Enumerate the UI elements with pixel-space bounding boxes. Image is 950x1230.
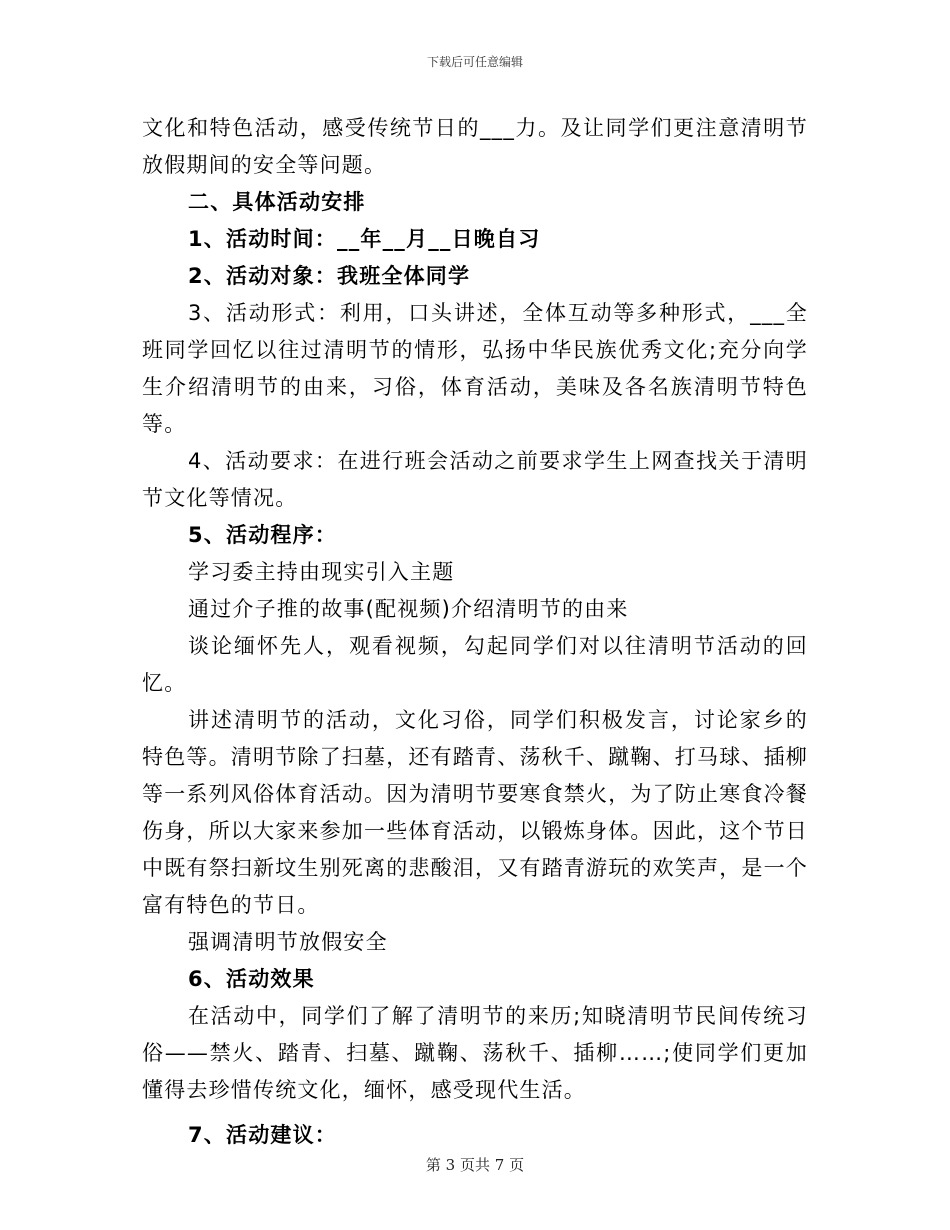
procedure-step: 通过介子推的故事(配视频)介绍清明节的由来 xyxy=(188,597,629,621)
effect-description: 在活动中，同学们了解了清明节的来历;知晓清明节民间传统习俗——禁火、踏青、扫墓、蹴鞠、荡秋千、插柳……;使同学们更加懂得去珍惜传统文化，缅怀，感受现代生活。 xyxy=(142,1004,808,1102)
spacer xyxy=(142,1109,808,1117)
item-activity-audience: 2、活动对象：我班全体同学 xyxy=(188,264,471,288)
page-header: 下载后可任意编辑 xyxy=(426,55,523,69)
item-activity-procedure: 5、活动程序： xyxy=(188,523,338,547)
item-activity-time: 1、活动时间：__年__月__日晚自习 xyxy=(188,227,541,251)
item-activity-effect: 6、活动效果 xyxy=(188,967,315,991)
section-heading-arrangement: 二、具体活动安排 xyxy=(188,190,366,214)
procedure-step: 谈论缅怀先人，观看视频，勾起同学们对以往清明节活动的回忆。 xyxy=(142,634,808,695)
item-activity-requirements: 4、活动要求：在进行班会活动之前要求学生上网查找关于清明节文化等情况。 xyxy=(142,449,808,510)
paragraph-intro-continued: 文化和特色活动，感受传统节日的___力。及让同学们更注意清明节放假期间的安全等问题。 xyxy=(142,116,808,177)
item-activity-suggestions: 7、活动建议： xyxy=(188,1123,338,1147)
procedure-step: 强调清明节放假安全 xyxy=(188,930,388,954)
document-body xyxy=(142,110,808,1154)
procedure-step: 学习委主持由现实引入主题 xyxy=(188,560,455,584)
page-footer: 第 3 页共 7 页 xyxy=(425,1156,525,1174)
procedure-step: 讲述清明节的活动，文化习俗，同学们积极发言，讨论家乡的特色等。清明节除了扫墓，还有踏青、荡秋千、蹴鞠、打马球、插柳等一系列风俗体育活动。因为清明节要寒食禁火，为了防止寒食冷餐伤身，所以大家来参加一些体育活动，以锻炼身体。因此，这个节日中既有祭扫新坟生别死离的悲酸泪，又有踏青游玩的欢笑声，是一个富有特色的节日。 xyxy=(142,708,808,917)
item-activity-form: 3、活动形式：利用，口头讲述，全体互动等多种形式，___全班同学回忆以往过清明节的情形，弘扬中华民族优秀文化;充分向学生介绍清明节的由来，习俗，体育活动，美味及各名族清明节特色等。 xyxy=(142,301,808,436)
